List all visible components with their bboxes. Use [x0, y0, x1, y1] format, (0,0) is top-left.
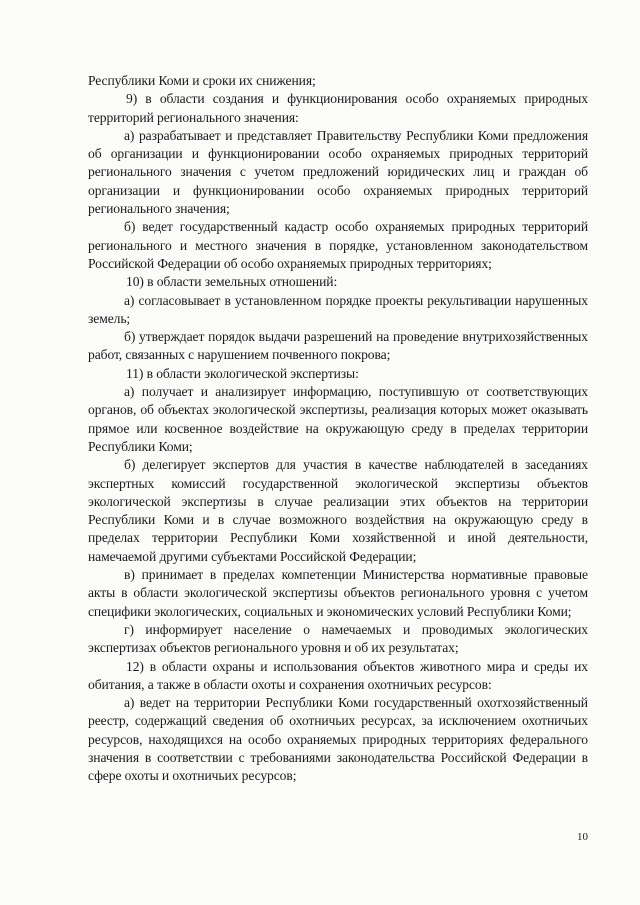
paragraph: 12) в области охраны и использования объектов животного мира и среды их обитания, а также в области охоты и сохранения охотничьих ресурсов:: [88, 658, 588, 692]
paragraph: б) утверждает порядок выдачи разрешений на проведение внутрихозяйственных работ, связанных с нарушением почвенного покрова;: [88, 329, 588, 363]
paragraph: а) ведет на территории Республики Коми государственный охотхозяйственный реестр, содержащий сведения об охотничьих ресурсах, за исключением охотничьих ресурсов, находящихся на особо охраняемых природных территориях федерального значения в соответствии с требованиями законодательства Российской Федерации в сфере охоты и охотничьих ресурсов;: [88, 695, 588, 784]
page-number: 10: [577, 831, 588, 843]
paragraph: б) ведет государственный кадастр особо охраняемых природных территорий регионального и местного значения в порядке, установленном законодательством Российской Федерации об особо охраняемых природных территориях;: [88, 219, 588, 271]
paragraph: а) разрабатывает и представляет Правительству Республики Коми предложения об организации и функционировании особо охраняемых природных территорий регионального значения с учетом предложений юридических лиц и граждан об организации и функционировании особо охраняемых природных территорий регионального значения;: [88, 127, 588, 217]
paragraph: б) делегирует экспертов для участия в качестве наблюдателей в заседаниях экспертных комиссий государственной экологической экспертизы объектов экологической экспертизы в случае реализации этих объектов на территории Республики Коми и в случае возможного воздействия на окружающую среду в пределах территории Республики Коми хозяйственной и иной деятельности, намечаемой другими субъектами Российской Федерации;: [88, 457, 588, 564]
paragraph: а) получает и анализирует информацию, поступившую от соответствующих органов, об объектах экологической экспертизы, реализация которых может оказывать прямое или косвенное воздействие на окружающую среду в пределах территории Республики Коми;: [88, 384, 588, 454]
paragraph: а) согласовывает в установленном порядке проекты рекультивации нарушенных земель;: [88, 292, 588, 326]
paragraph: 11) в области экологической экспертизы:: [126, 365, 359, 381]
paragraph: 10) в области земельных отношений:: [126, 274, 338, 290]
document-body: [88, 72, 588, 786]
paragraph: в) принимает в пределах компетенции Министерства нормативные правовые акты в области экологической экспертизы объектов регионального уровня с учетом специфики экологических, социальных и экономических условий Республики Коми;: [88, 567, 588, 619]
paragraph: Республики Коми и сроки их снижения;: [88, 73, 316, 88]
paragraph: г) информирует население о намечаемых и проводимых экологических экспертизах объектов регионального уровня и об их результатах;: [88, 621, 588, 656]
paragraph: 9) в области создания и функционирования особо охраняемых природных территорий регионального значения:: [88, 91, 588, 125]
